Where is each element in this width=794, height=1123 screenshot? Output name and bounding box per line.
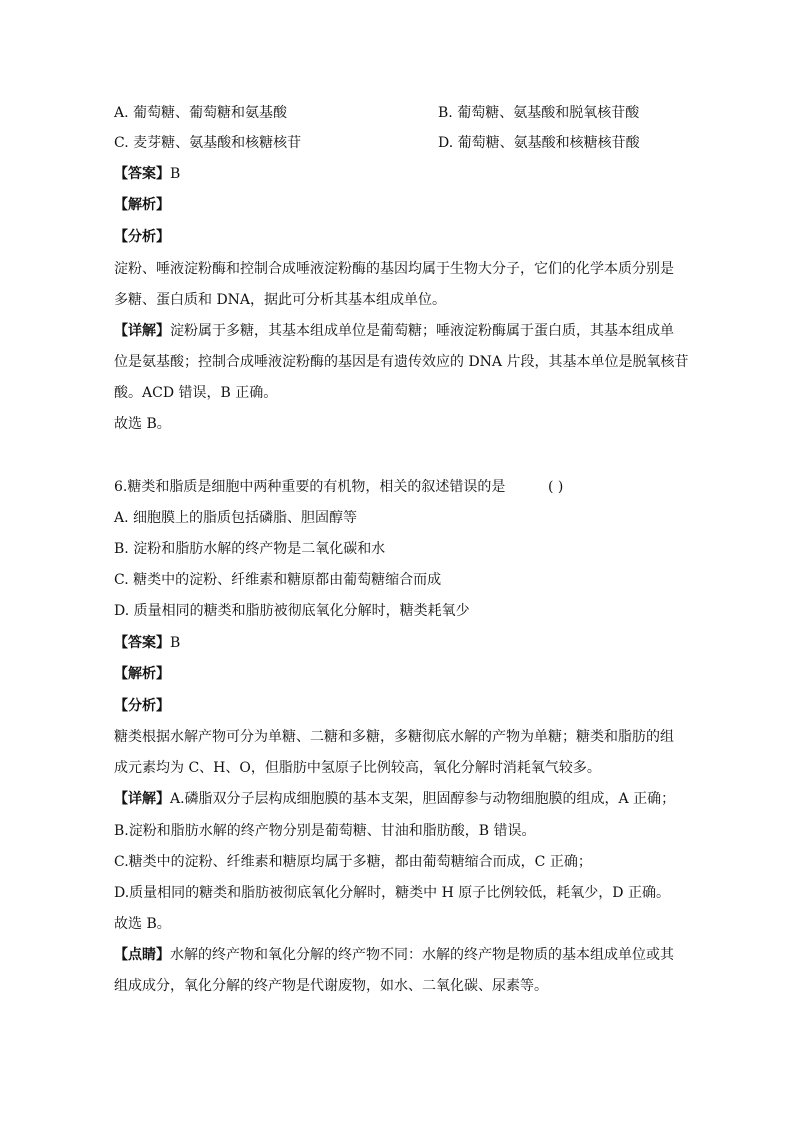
q6-analysis-line: 成元素均为 C、H、O，但脂肪中氢原子比例较高，氧化分解时消耗氧气较多。 (114, 760, 601, 776)
q6-option-d: D. 质量相同的糖类和脂肪被彻底氧化分解时，糖类耗氧少 (114, 603, 470, 619)
q5-analysis-label: 【解析】 (114, 197, 170, 213)
q5-answer (114, 164, 180, 184)
q5-option-a: A. 葡萄糖、葡萄糖和氨基酸 (114, 105, 288, 121)
q6-analysis-label: 【解析】 (114, 666, 170, 682)
q5-option-d: D. 葡萄糖、氨基酸和核糖核苷酸 (438, 135, 640, 151)
q6-tip-line: 水解的终产物和氧化分解的终产物不同：水解的终产物是物质的基本组成单位或其 (170, 947, 674, 963)
q5-analysis-line: 淀粉、唾液淀粉酶和控制合成唾液淀粉酶的基因均属于生物大分子，它们的化学本质分别是 (114, 261, 674, 277)
q6-detail-line: B.淀粉和脂肪水解的终产物分别是葡萄糖、甘油和脂肪酸，B 错误。 (114, 823, 536, 839)
q5-option-c: C. 麦芽糖、氨基酸和核糖核苷 (114, 135, 302, 151)
q5-option-b: B. 葡萄糖、氨基酸和脱氧核苷酸 (438, 105, 640, 121)
q5-answer-value: B (170, 166, 181, 182)
q6-analysis-sub-label: 【分析】 (114, 698, 170, 714)
q5-detail-label: 【详解】 (114, 323, 170, 339)
q6-tip (114, 945, 674, 965)
q6-detail-line: A.磷脂双分子层构成细胞膜的基本支架，胆固醇参与动物细胞膜的组成，A 正确； (170, 791, 676, 807)
q6-detail-label: 【详解】 (114, 791, 170, 807)
q6-detail-line: D.质量相同的糖类和脂肪被彻底氧化分解时，糖类中 H 原子比例较低，耗氧少，D 正确。 (114, 885, 670, 901)
q6-tip-label: 【点睛】 (114, 947, 170, 963)
q6-answer-blank: ( ) (548, 479, 564, 495)
q6-analysis-line: 糖类根据水解产物可分为单糖、二糖和多糖，多糖彻底水解的产物为单糖；糖类和脂肪的组 (114, 729, 674, 745)
q6-answer (114, 633, 180, 653)
q6-option-b: B. 淀粉和脂肪水解的终产物是二氧化碳和水 (114, 541, 386, 557)
q5-conclusion: 故选 B。 (114, 416, 171, 432)
q6-tip-line: 组成成分，氧化分解的终产物是代谢废物，如水、二氧化碳、尿素等。 (114, 978, 548, 994)
q6-conclusion: 故选 B。 (114, 916, 171, 932)
q6-detail-line: C.糖类中的淀粉、纤维素和糖原均属于多糖，都由葡萄糖缩合而成，C 正确； (114, 854, 592, 870)
q6-option-a: A. 细胞膜上的脂质包括磷脂、胆固醇等 (114, 510, 358, 526)
q6-option-c: C. 糖类中的淀粉、纤维素和糖原都由葡萄糖缩合而成 (114, 572, 442, 588)
q5-analysis-line: 多糖、蛋白质和 DNA，据此可分析其基本组成单位。 (114, 292, 447, 308)
q6-answer-value: B (170, 635, 181, 651)
q6-answer-label: 【答案】 (114, 635, 170, 651)
q5-detail-line: 位是氨基酸；控制合成唾液淀粉酶的基因是有遗传效应的 DNA 片段，其基本单位是脱氧核苷 (114, 354, 689, 370)
q5-analysis-sub-label: 【分析】 (114, 229, 170, 245)
q5-answer-label: 【答案】 (114, 166, 170, 182)
q5-detail (114, 321, 674, 341)
q5-detail-line: 淀粉属于多糖，其基本组成单位是葡萄糖；唾液淀粉酶属于蛋白质，其基本组成单 (170, 323, 674, 339)
q6-stem: 6.糖类和脂质是细胞中两种重要的有机物，相关的叙述错误的是 (114, 479, 506, 495)
q5-detail-line: 酸。ACD 错误，B 正确。 (114, 385, 278, 401)
q6-detail (114, 789, 675, 809)
